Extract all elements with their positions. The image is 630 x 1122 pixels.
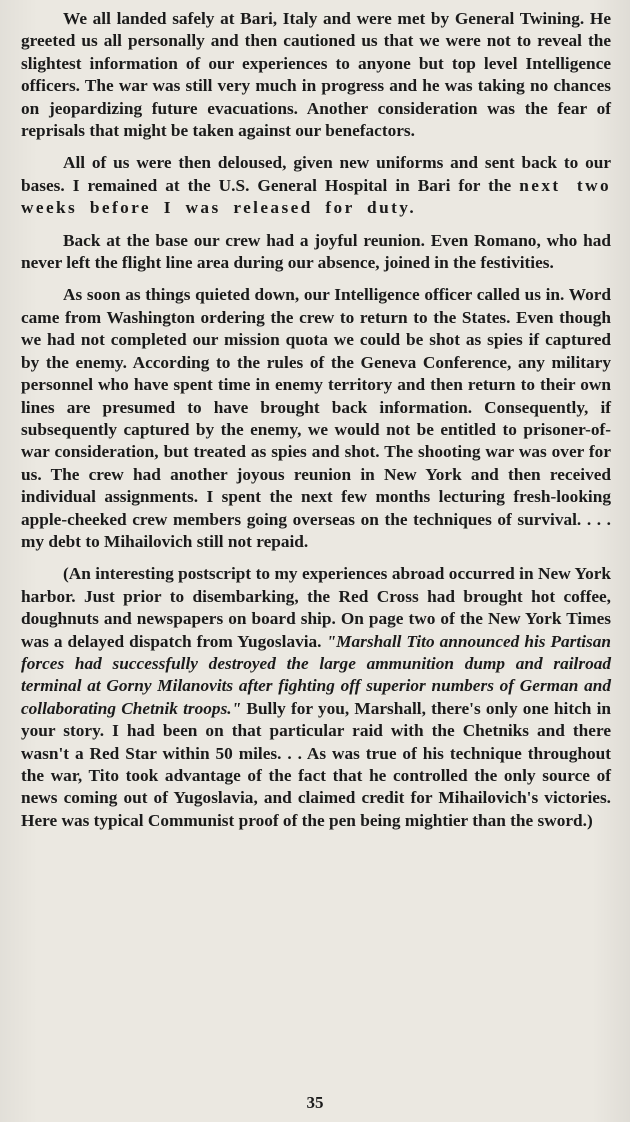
postscript-tail: Bully for you, Marshall, there's only one hitch in your story. I had been on that particular raid with the Chetniks and there wasn't a Red Star within 50 miles. . . As was true of his technique throughout the war, Tito took advantage of the fact that he controlled the only source of news coming out of Yugoslavia, and claimed credit for Mihailovich's victories. Here was typical Communist proof of the pen being mightier than the sword.) xyxy=(21,698,611,830)
tito-dispatch-quote: "Marshall Tito announced his Partisan forces had successfully destroyed the large ammunition dump and railroad terminal at Gorny Milanovits after fighting off superior numbers of German and collaborating Chetnik troops." xyxy=(21,631,611,718)
postscript-lead: (An interesting postscript to my experiences abroad occurred in New York harbor. Just prior to disembarking, the Red Cross had brought hot coffee, doughnuts and newspapers on board ship. On page two of the xyxy=(21,564,611,629)
paragraph-reunion: Back at the base our crew had a joyful reunion. Even Romano, who had never left the flight line area during our absence, joined in the festivities. xyxy=(21,230,611,273)
paragraph-intelligence-officer: As soon as things quieted down, our Intelligence officer called us in. Word came from Washington ordering the crew to return to the States. Even though we had not completed our mission quota we could be shot as spies if captured by the enemy. According to the rules of the Geneva Conference, any military personnel who have spent time in enemy territory and then return to their own lines are presumed to have brought back information. Consequently, if subsequently captured by the enemy, we would not be entitled to prisoner-of-war consideration, but treated as spies and shot. The shooting war was over for us. The crew had another joyous reunion in New York and then received individual assignments. I spent the next few months lecturing fresh-looking apple-cheeked crew members going overseas on the techniques of survival. . . . my debt to Mihailovich still not repaid. xyxy=(21,285,611,551)
newspaper-name: New York Times xyxy=(487,609,611,629)
paragraph-deloused-text: All of us were then deloused, given new uniforms and sent back to our bases. I remained at the U.S. General Hospital in Bari for the xyxy=(21,153,611,195)
paragraph-deloused-spaced-line: next two weeks before I was released for duty. xyxy=(21,175,611,218)
paragraph-postscript xyxy=(21,563,611,832)
page-number: 35 xyxy=(306,1093,324,1112)
paragraph-deloused xyxy=(21,152,611,219)
paragraph-bari-landing: We all landed safely at Bari, Italy and were met by General Twining. He greeted us all personally and then cautioned us that we were not to reveal the slightest information of our experiences to anyone but top level Intelligence officers. The war was still very much in progress and he was taking no chances on jeopardizing future evacuations. Another consideration was the fear of reprisals that might be taken against our benefactors. xyxy=(21,9,611,141)
postscript-mid: was a delayed dispatch from Yugoslavia. xyxy=(21,631,327,651)
body-text xyxy=(21,8,611,842)
